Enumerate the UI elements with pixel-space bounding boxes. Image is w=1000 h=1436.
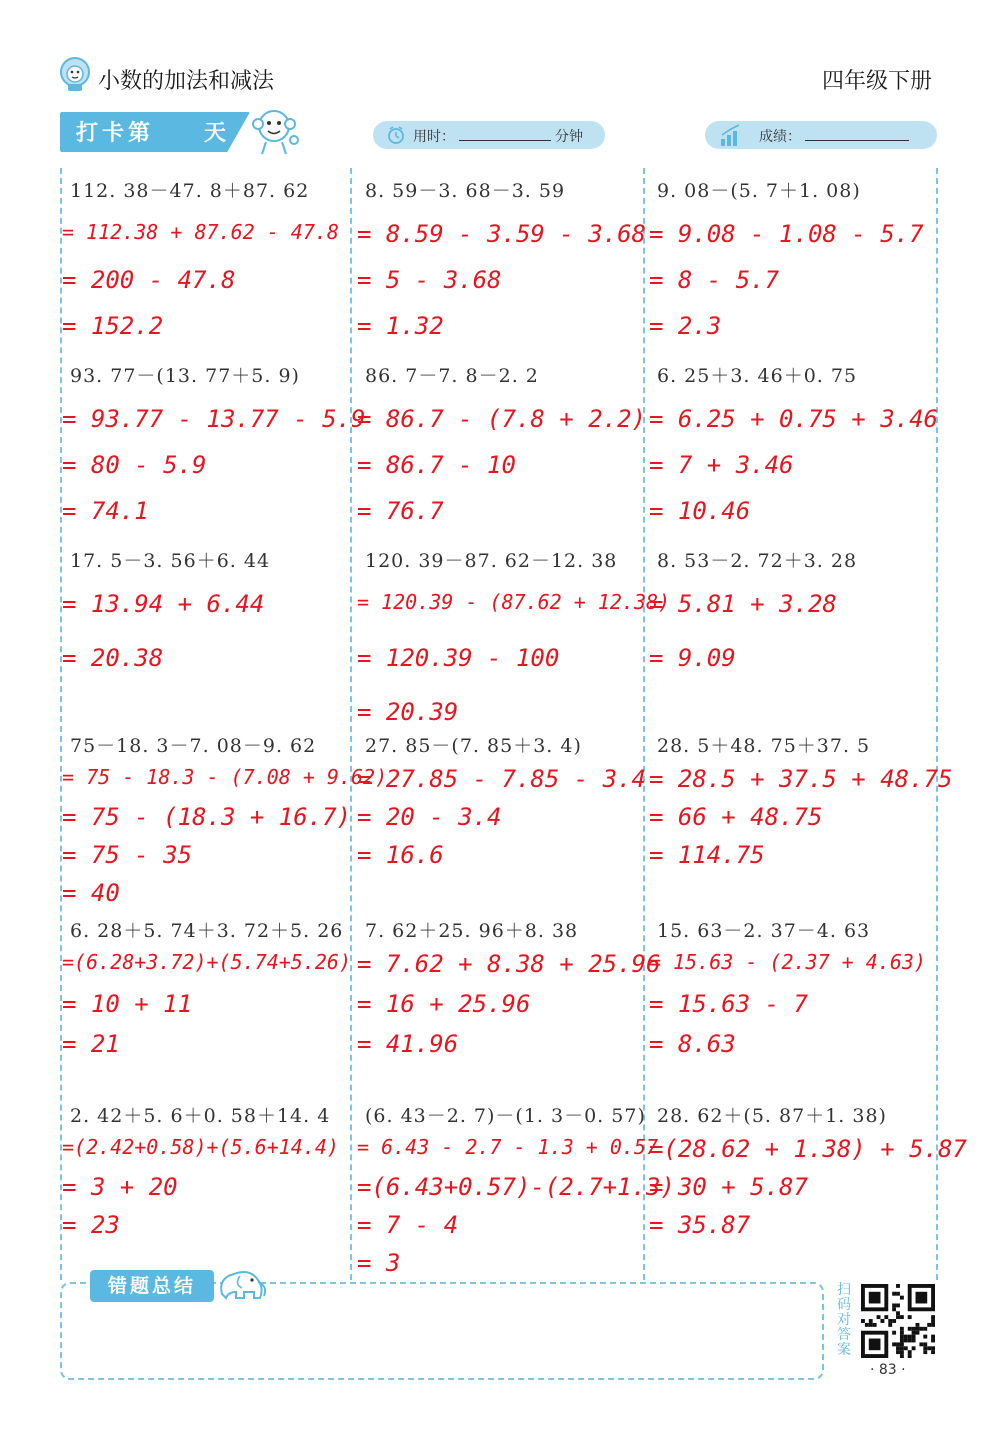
time-field — [373, 121, 605, 149]
problem-question: 15. 63－2. 37－4. 63 — [657, 920, 871, 942]
problem-question: 6. 28＋5. 74＋3. 72＋5. 26 — [70, 920, 344, 942]
problem-question: 9. 08－(5. 7＋1. 08) — [657, 180, 861, 202]
mistake-summary-label: 错题总结 — [90, 1270, 214, 1302]
page-number: · 83 · — [870, 1362, 906, 1378]
handwritten-answer-step: = 66 + 48.75 — [649, 803, 823, 831]
score-input-line[interactable] — [805, 126, 909, 141]
problem-question: 28. 62＋(5. 87＋1. 38) — [657, 1105, 887, 1127]
handwritten-answer-step: = 16.6 — [357, 841, 444, 869]
monkey-mascot-icon — [246, 104, 302, 156]
problem-question: 75－18. 3－7. 08－9. 62 — [70, 735, 317, 757]
handwritten-answer-step: =(6.28+3.72)+(5.74+5.26) — [62, 950, 351, 974]
problem-question: 7. 62＋25. 96＋8. 38 — [365, 920, 579, 942]
qr-label: 扫码对答案 — [837, 1282, 851, 1358]
handwritten-answer-step: = 9.08 - 1.08 - 5.7 — [649, 220, 924, 248]
handwritten-answer-step: = 15.63 - 7 — [649, 990, 808, 1018]
handwritten-answer-step: = 8 - 5.7 — [649, 266, 780, 294]
daybar-suffix: 天 — [204, 121, 227, 146]
handwritten-answer-step: = 9.09 — [649, 644, 736, 672]
handwritten-answer-step: = 7 + 3.46 — [649, 451, 794, 479]
handwritten-answer-step: = 75 - (18.3 + 16.7) — [62, 803, 351, 831]
column-divider — [350, 168, 352, 1280]
handwritten-answer-step: = 16 + 25.96 — [357, 990, 531, 1018]
handwritten-answer-step: = 200 - 47.8 — [62, 266, 236, 294]
problem-question: 27. 85－(7. 85＋3. 4) — [365, 735, 582, 757]
problem-question: 6. 25＋3. 46＋0. 75 — [657, 365, 858, 387]
handwritten-answer-step: = 8.59 - 3.59 - 3.68 — [357, 220, 646, 248]
problem-question: 112. 38－47. 8＋87. 62 — [70, 180, 310, 202]
handwritten-answer-step: = 74.1 — [62, 497, 149, 525]
handwritten-answer-step: =(2.42+0.58)+(5.6+14.4) — [62, 1135, 339, 1159]
handwritten-answer-step: = 5.81 + 3.28 — [649, 590, 837, 618]
handwritten-answer-step: = 28.5 + 37.5 + 48.75 — [649, 765, 953, 793]
handwritten-answer-step: = 23 — [62, 1211, 120, 1239]
problem-question: 8. 59－3. 68－3. 59 — [365, 180, 566, 202]
grade-label: 四年级下册 — [821, 69, 932, 94]
handwritten-answer-step: = 152.2 — [62, 312, 164, 340]
problem-question: 93. 77－(13. 77＋5. 9) — [70, 365, 300, 387]
score-label: 成绩： — [759, 129, 801, 145]
handwritten-answer-step: = 40 — [62, 879, 120, 907]
time-input-line[interactable] — [459, 126, 551, 141]
handwritten-answer-step: = 2.3 — [649, 312, 722, 340]
handwritten-answer-step: = 41.96 — [357, 1030, 459, 1058]
handwritten-answer-step: = 76.7 — [357, 497, 444, 525]
handwritten-answer-step: = 21 — [62, 1030, 120, 1058]
problem-question: 28. 5＋48. 75＋37. 5 — [657, 735, 871, 757]
handwritten-answer-step: = 1.32 — [357, 312, 444, 340]
handwritten-answer-step: = 15.63 - (2.37 + 4.63) — [649, 950, 926, 974]
handwritten-answer-step: = 6.43 - 2.7 - 1.3 + 0.57 — [357, 1135, 659, 1159]
handwritten-answer-step: = 6.25 + 0.75 + 3.46 — [649, 405, 938, 433]
qr-code-icon[interactable] — [858, 1284, 938, 1358]
daybar-label: 打卡第 — [76, 121, 155, 146]
elephant-icon — [214, 1264, 270, 1304]
handwritten-answer-step: = 20.38 — [62, 644, 164, 672]
handwritten-answer-step: = 120.39 - 100 — [357, 644, 560, 672]
handwritten-answer-step: = 112.38 + 87.62 - 47.8 — [62, 220, 339, 244]
handwritten-answer-step: = 114.75 — [649, 841, 765, 869]
handwritten-answer-step: = 35.87 — [649, 1211, 751, 1239]
score-field — [705, 121, 937, 149]
handwritten-answer-step: = 120.39 - (87.62 + 12.38) — [357, 590, 671, 614]
handwritten-answer-step: = 93.77 - 13.77 - 5.9 — [62, 405, 366, 433]
handwritten-answer-step: = 30 + 5.87 — [649, 1173, 808, 1201]
time-label: 用时： — [413, 129, 455, 145]
problem-question: 120. 39－87. 62－12. 38 — [365, 550, 618, 572]
score-chart-icon — [719, 123, 745, 151]
clock-icon — [387, 126, 405, 148]
handwritten-answer-step: = 75 - 18.3 - (7.08 + 9.62) — [62, 765, 388, 789]
handwritten-answer-step: = 7 - 4 — [357, 1211, 459, 1239]
problem-question: 86. 7－7. 8－2. 2 — [365, 365, 539, 387]
lion-mascot-icon — [58, 54, 92, 92]
handwritten-answer-step: = 80 - 5.9 — [62, 451, 207, 479]
handwritten-answer-step: =(6.43+0.57)-(2.7+1.3) — [357, 1173, 675, 1201]
handwritten-answer-step: = 86.7 - 10 — [357, 451, 516, 479]
handwritten-answer-step: = 8.63 — [649, 1030, 736, 1058]
handwritten-answer-step: = 5 - 3.68 — [357, 266, 502, 294]
handwritten-answer-step: = 10 + 11 — [62, 990, 193, 1018]
handwritten-answer-step: = 20.39 — [357, 698, 459, 726]
handwritten-answer-step: = 27.85 - 7.85 - 3.4 — [357, 765, 646, 793]
problem-question: 2. 42＋5. 6＋0. 58＋14. 4 — [70, 1105, 331, 1127]
problem-question: 17. 5－3. 56＋6. 44 — [70, 550, 271, 572]
handwritten-answer-step: = 75 - 35 — [62, 841, 193, 869]
handwritten-answer-step: = 20 - 3.4 — [357, 803, 502, 831]
handwritten-answer-step: = 86.7 - (7.8 + 2.2) — [357, 405, 646, 433]
handwritten-answer-step: = 3 + 20 — [62, 1173, 178, 1201]
handwritten-answer-step: = 13.94 + 6.44 — [62, 590, 265, 618]
handwritten-answer-step: = 10.46 — [649, 497, 751, 525]
problem-question: (6. 43－2. 7)－(1. 3－0. 57) — [365, 1105, 646, 1127]
time-unit: 分钟 — [555, 129, 583, 145]
page-title: 小数的加法和减法 — [98, 69, 275, 94]
handwritten-answer-step: =(28.62 + 1.38) + 5.87 — [649, 1135, 967, 1163]
problem-question: 8. 53－2. 72＋3. 28 — [657, 550, 858, 572]
handwritten-answer-step: = 7.62 + 8.38 + 25.96 — [357, 950, 661, 978]
handwritten-answer-step: = 3 — [357, 1249, 401, 1277]
